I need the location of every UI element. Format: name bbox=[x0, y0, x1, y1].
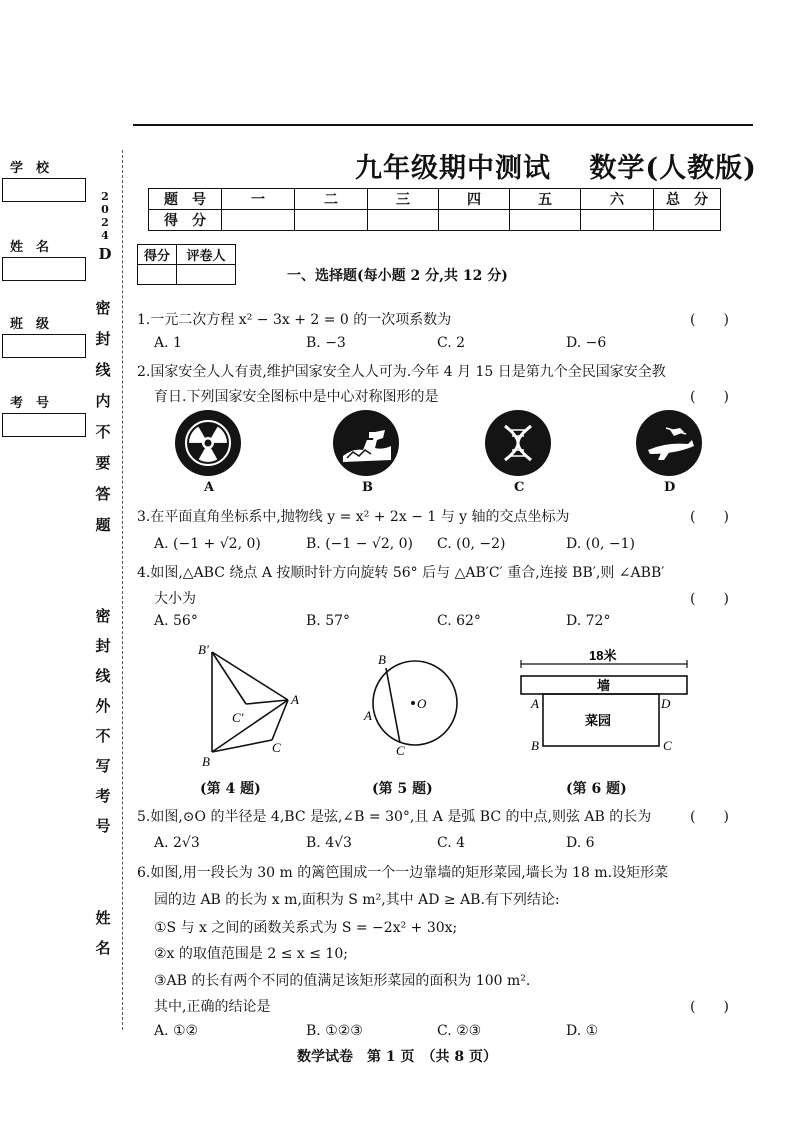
char: 外 bbox=[95, 697, 111, 715]
field-label: 班 级 bbox=[10, 317, 50, 332]
aircraft-icon[interactable] bbox=[636, 410, 702, 476]
section-heading: 一、选择题(每小题 2 分,共 12 分) bbox=[287, 268, 508, 284]
score-input-cell[interactable] bbox=[295, 210, 368, 231]
grader-name-label: 评卷人 bbox=[177, 245, 236, 265]
char: 要 bbox=[95, 454, 111, 472]
char: 密 bbox=[95, 299, 111, 317]
field-label: 姓 名 bbox=[10, 240, 50, 255]
char: 内 bbox=[95, 392, 111, 410]
char: 4 bbox=[101, 229, 109, 242]
page-footer: 数学试卷 第 1 页 （共 8 页） bbox=[297, 1049, 497, 1065]
score-input-cell[interactable] bbox=[510, 210, 581, 231]
school-input[interactable] bbox=[2, 178, 86, 202]
char: 2 bbox=[101, 190, 109, 203]
char: 考 bbox=[95, 787, 111, 805]
score-value-row bbox=[149, 210, 721, 231]
q5-answer-paren[interactable]: ( ) bbox=[690, 809, 729, 825]
field-exam-no bbox=[2, 392, 86, 437]
score-table bbox=[148, 188, 721, 231]
q3-answer-paren[interactable]: ( ) bbox=[690, 509, 729, 525]
q5-option-a[interactable]: A. 2√3 bbox=[154, 835, 200, 851]
fig6-garden-label: 菜园 bbox=[585, 713, 612, 728]
char: 名 bbox=[95, 939, 111, 957]
score-header-cell: 五 bbox=[510, 189, 581, 210]
great-wall-icon[interactable] bbox=[333, 410, 399, 476]
q6-option-d[interactable]: D. ① bbox=[566, 1023, 599, 1039]
score-header-cell: 二 bbox=[295, 189, 368, 210]
q3-option-c[interactable]: C. (0, −2) bbox=[437, 536, 506, 552]
char: 不 bbox=[95, 727, 111, 745]
q3-stem: 3.在平面直角坐标系中,抛物线 y = x² + 2x − 1 与 y 轴的交点坐标为 bbox=[137, 509, 570, 525]
fig4-label-c-prime: C′ bbox=[232, 710, 244, 725]
q6-conclusion-2: ②x 的取值范围是 2 ≤ x ≤ 10; bbox=[154, 946, 348, 962]
score-input-cell[interactable] bbox=[222, 210, 295, 231]
q1-option-a[interactable]: A. 1 bbox=[154, 335, 182, 351]
fig6-wall-label: 墙 bbox=[597, 678, 611, 693]
q2-stem-line1: 2.国家安全人人有责,维护国家安全人人可为.今年 4 月 15 日是第九个全民国家安全教 bbox=[137, 364, 666, 380]
score-label-cell: 得 分 bbox=[149, 210, 222, 231]
name-vertical bbox=[94, 903, 112, 963]
fig5-label-o: O bbox=[417, 696, 427, 711]
figure-5 bbox=[360, 648, 460, 758]
char: 2 bbox=[101, 216, 109, 229]
char: 题 bbox=[95, 516, 111, 534]
fig5-label-a: A bbox=[364, 708, 372, 723]
grader-score-cell[interactable] bbox=[138, 265, 177, 285]
q1-stem: 1.一元二次方程 x² − 3x + 2 = 0 的一次项系数为 bbox=[137, 312, 452, 328]
icon-label-d: D bbox=[664, 480, 676, 495]
field-class bbox=[2, 313, 86, 358]
q1-option-b[interactable]: B. −3 bbox=[306, 335, 346, 351]
field-label: 考 号 bbox=[10, 396, 50, 411]
score-header-cell: 四 bbox=[439, 189, 510, 210]
score-header-cell: 一 bbox=[222, 189, 295, 210]
char: 号 bbox=[95, 817, 111, 835]
fig4-label-c: C bbox=[272, 740, 281, 755]
grader-table bbox=[137, 244, 236, 285]
dna-icon[interactable] bbox=[485, 410, 551, 476]
name-input[interactable] bbox=[2, 257, 86, 281]
fig6-label-b: B bbox=[531, 738, 539, 753]
fig4-label-a: A bbox=[291, 692, 299, 707]
class-input[interactable] bbox=[2, 334, 86, 358]
score-header-cell: 六 bbox=[581, 189, 654, 210]
year-vertical bbox=[96, 190, 114, 261]
q3-option-b[interactable]: B. (−1 − √2, 0) bbox=[306, 536, 414, 552]
margin-rule bbox=[122, 150, 123, 1030]
q4-stem-line1: 4.如图,△ABC 绕点 A 按顺时针方向旋转 56° 后与 △AB′C′ 重合,连接 BB′,则 ∠ABB′ bbox=[137, 565, 665, 581]
icon-label-a: A bbox=[204, 480, 215, 495]
fig4-label-b-prime: B′ bbox=[198, 642, 209, 657]
q4-option-d[interactable]: D. 72° bbox=[566, 613, 611, 629]
q6-answer-paren[interactable]: ( ) bbox=[690, 999, 729, 1015]
q5-option-c[interactable]: C. 4 bbox=[437, 835, 466, 851]
score-header-cell: 总 分 bbox=[654, 189, 721, 210]
fig4-label-b: B bbox=[202, 754, 210, 769]
grader-score-label: 得分 bbox=[138, 245, 177, 265]
q1-option-c[interactable]: C. 2 bbox=[437, 335, 466, 351]
char: 0 bbox=[101, 203, 109, 216]
q6-option-c[interactable]: C. ②③ bbox=[437, 1023, 482, 1039]
char: 不 bbox=[95, 423, 111, 441]
score-input-cell[interactable] bbox=[439, 210, 510, 231]
q4-answer-paren[interactable]: ( ) bbox=[690, 591, 729, 607]
fig5-label-c: C bbox=[396, 743, 405, 758]
seal-text-inner bbox=[94, 293, 112, 541]
icon-label-b: B bbox=[362, 480, 373, 495]
fig6-label-a: A bbox=[531, 696, 539, 711]
q4-stem-line2: 大小为 bbox=[154, 591, 196, 607]
exam-number-input[interactable] bbox=[2, 413, 86, 437]
score-header-row bbox=[149, 189, 721, 210]
char: 封 bbox=[95, 637, 111, 655]
q5-option-b[interactable]: B. 4√3 bbox=[306, 835, 352, 851]
q6-conclusion-3: ③AB 的长有两个不同的值满足该矩形菜园的面积为 100 m². bbox=[154, 973, 531, 989]
char: 密 bbox=[95, 607, 111, 625]
field-name bbox=[2, 236, 86, 281]
q1-answer-paren[interactable]: ( ) bbox=[690, 312, 729, 328]
field-label: 学 校 bbox=[10, 161, 50, 176]
q6-conclusion-1: ①S 与 x 之间的函数关系式为 S = −2x² + 30x; bbox=[154, 920, 458, 936]
grader-name-cell[interactable] bbox=[177, 265, 236, 285]
score-input-cell[interactable] bbox=[581, 210, 654, 231]
seal-text-outer bbox=[94, 601, 112, 841]
char: 写 bbox=[95, 757, 111, 775]
char: 线 bbox=[95, 361, 111, 379]
field-school bbox=[2, 157, 86, 202]
fig6-caption: (第 6 题) bbox=[566, 781, 627, 797]
q6-option-b[interactable]: B. ①②③ bbox=[306, 1023, 363, 1039]
q4-option-a[interactable]: A. 56° bbox=[154, 613, 198, 629]
score-input-cell[interactable] bbox=[654, 210, 721, 231]
radiation-icon[interactable] bbox=[175, 410, 241, 476]
page-title: 九年级期中测试 数学(人教版) bbox=[355, 153, 757, 184]
char: 答 bbox=[95, 485, 111, 503]
q3-option-d[interactable]: D. (0, −1) bbox=[566, 536, 635, 552]
icon-label-c: C bbox=[514, 480, 525, 495]
fig4-caption: (第 4 题) bbox=[200, 781, 261, 797]
score-header-cell: 题 号 bbox=[149, 189, 222, 210]
q2-stem-line2: 育日.下列国家安全图标中是中心对称图形的是 bbox=[154, 389, 439, 405]
q6-stem-line1: 6.如图,用一段长为 30 m 的篱笆围成一个一边靠墙的矩形菜园,墙长为 18 m.设矩形菜 bbox=[137, 865, 669, 881]
top-rule bbox=[133, 124, 753, 126]
char: 封 bbox=[95, 330, 111, 348]
q1-option-d[interactable]: D. −6 bbox=[566, 335, 607, 351]
q4-option-b[interactable]: B. 57° bbox=[306, 613, 351, 629]
q4-option-c[interactable]: C. 62° bbox=[437, 613, 481, 629]
q5-stem: 5.如图,⊙O 的半径是 4,BC 是弦,∠B = 30°,且 A 是弧 BC 的中点,则弦 AB 的长为 bbox=[137, 809, 652, 825]
score-header-cell: 三 bbox=[368, 189, 439, 210]
figure-6 bbox=[515, 648, 695, 758]
fig5-label-b: B bbox=[378, 652, 386, 667]
q2-answer-paren[interactable]: ( ) bbox=[690, 389, 729, 405]
char: 线 bbox=[95, 667, 111, 685]
char: 姓 bbox=[95, 909, 111, 927]
score-input-cell[interactable] bbox=[368, 210, 439, 231]
fig6-label-d: D bbox=[661, 696, 671, 711]
fig6-wall-length: 18米 bbox=[589, 648, 617, 663]
q6-stem-line3: 其中,正确的结论是 bbox=[154, 999, 271, 1015]
fig6-label-c: C bbox=[663, 738, 672, 753]
q3-option-a[interactable]: A. (−1 + √2, 0) bbox=[154, 536, 261, 552]
fig5-caption: (第 5 题) bbox=[372, 781, 433, 797]
figure-4 bbox=[190, 640, 320, 770]
char: D bbox=[98, 245, 112, 263]
q5-option-d[interactable]: D. 6 bbox=[566, 835, 595, 851]
q6-stem-line2: 园的边 AB 的长为 x m,面积为 S m²,其中 AD ≥ AB.有下列结论: bbox=[154, 892, 560, 908]
q6-option-a[interactable]: A. ①② bbox=[154, 1023, 199, 1039]
